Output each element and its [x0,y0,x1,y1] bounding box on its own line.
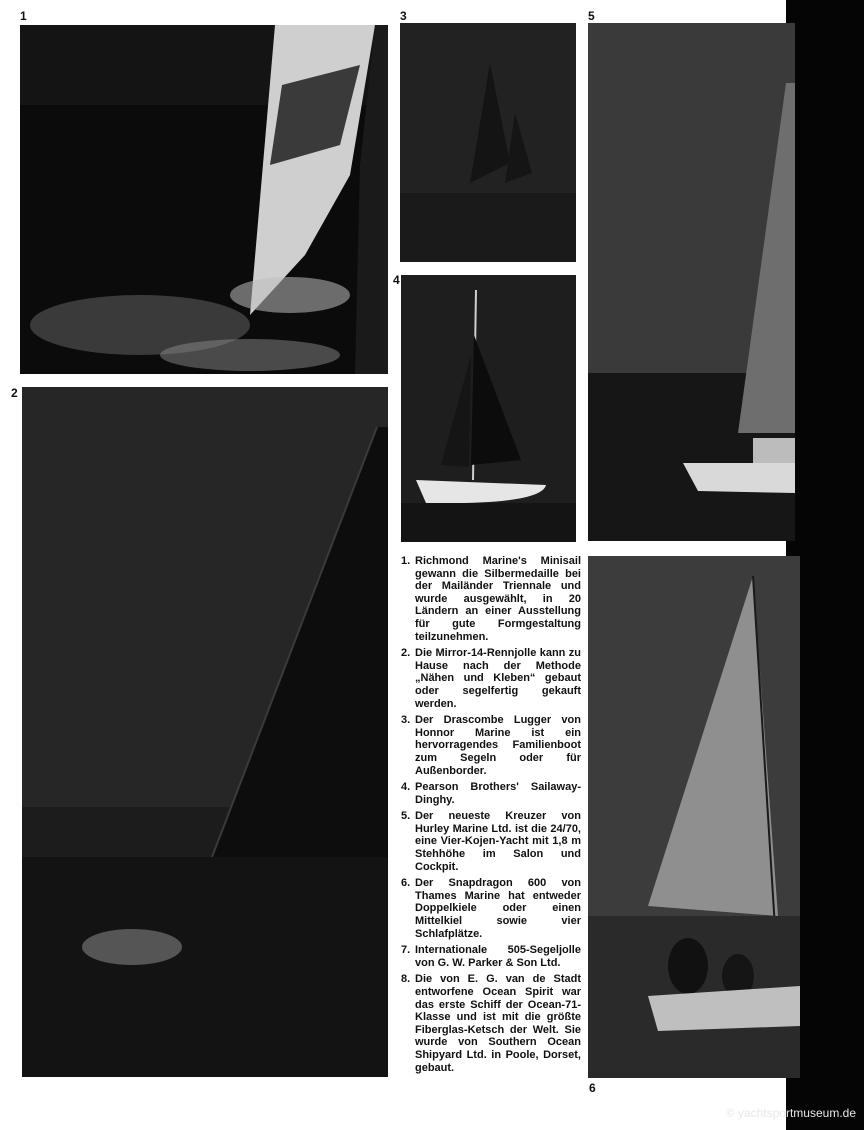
caption-item [401,973,581,1074]
caption-text: Richmond Marine's Minisail gewann die Silbermedaille bei der Mailänder Triennale und wurde ausgewählt, in 20 Ländern an einer Ausstellung für gute Formgestaltung teilzunehmen. [415,555,581,643]
captions-column [401,555,581,1078]
caption-text: Die von E. G. van de Stadt entworfene Ocean Spirit war das erste Schiff der Ocean-71-Klasse und ist mit die größte Fiberglas-Ketsch der Welt. Sie wurde von Southern Ocean Shipyard Ltd. in Poole, Dorset, gebaut. [415,973,581,1074]
caption-text: Der Snapdragon 600 von Thames Marine hat entweder Doppelkiele oder einen Mittelkiel sowie vier Schlafplätze. [415,877,581,940]
caption-number: 4. [401,781,411,794]
caption-text: Internationale 505-Segeljolle von G. W. Parker & Son Ltd. [415,944,581,969]
caption-item [401,647,581,710]
caption-text: Pearson Brothers' Sailaway-Dinghy. [415,781,581,806]
caption-number: 6. [401,877,411,890]
watermark: © yachtsportmuseum.de [725,1106,856,1120]
photo-6 [588,556,800,1078]
caption-number: 2. [401,647,411,660]
caption-text: Die Mirror-14-Rennjolle kann zu Hause nach der Methode „Nähen und Kleben“ gebaut oder segelfertig gekauft werden. [415,647,581,710]
caption-number: 5. [401,810,411,823]
caption-number: 8. [401,973,411,986]
figure-number-3: 3 [400,9,407,23]
photo-5 [588,23,795,541]
caption-number: 3. [401,714,411,727]
caption-item [401,810,581,873]
photo-2 [22,387,388,1077]
figure-number-1: 1 [20,9,27,23]
caption-text: Der neueste Kreuzer von Hurley Marine Ltd. ist die 24/70, eine Vier-Kojen-Yacht mit 1,8 m Stehhöhe im Salon und Cockpit. [415,810,581,873]
photo-4 [401,275,576,542]
photo-1 [20,25,388,374]
figure-number-6: 6 [589,1081,596,1095]
caption-number: 7. [401,944,411,957]
caption-text: Der Drascombe Lugger von Honnor Marine ist ein hervorragendes Familienboot zum Segeln oder für Außenborder. [415,714,581,777]
figure-number-4: 4 [393,273,400,287]
figure-number-2: 2 [11,386,18,400]
figure-number-5: 5 [588,9,595,23]
caption-number: 1. [401,555,411,567]
caption-item [401,944,581,969]
caption-item [401,714,581,777]
caption-item [401,781,581,806]
caption-item [401,877,581,940]
photo-3 [400,23,576,262]
caption-item [401,555,581,643]
